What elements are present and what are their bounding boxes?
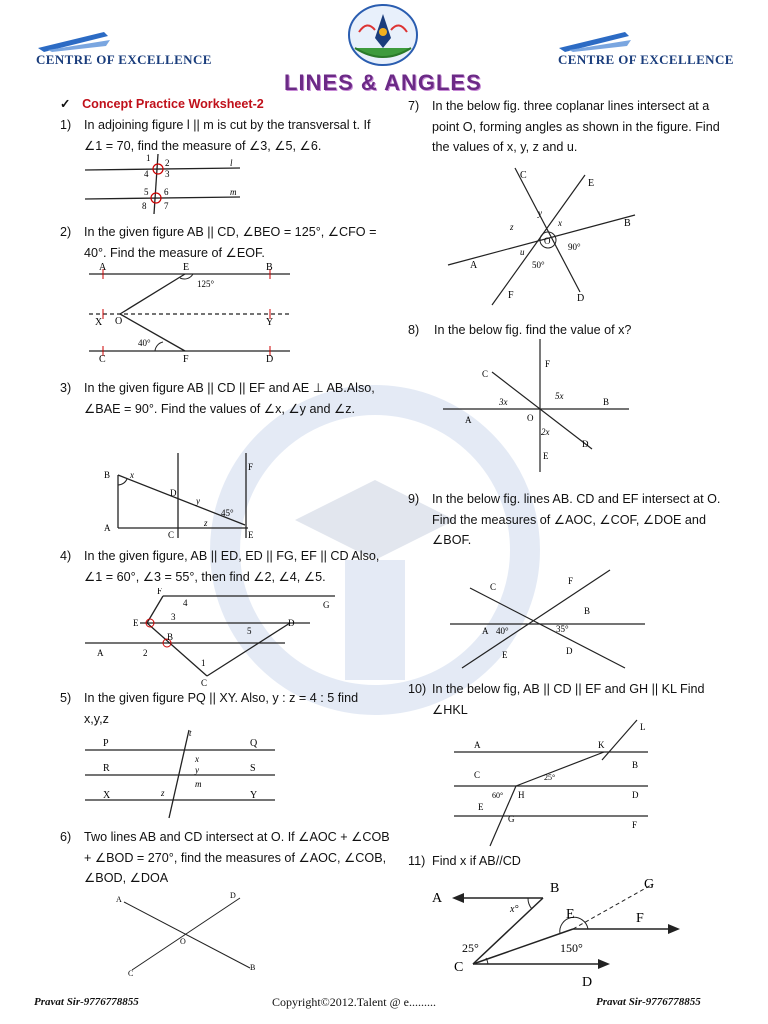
point-label: C — [201, 678, 208, 688]
point-label: A — [482, 626, 489, 636]
line-label: m — [230, 187, 237, 197]
angle-label: z — [204, 518, 208, 528]
page-title: LINES & ANGLES — [284, 70, 482, 95]
point-label: B — [584, 606, 591, 616]
figure-7 — [440, 160, 650, 315]
point-label: B — [104, 470, 111, 480]
angle-label: x — [130, 470, 134, 480]
line-label: m — [195, 779, 202, 789]
point-label: B — [603, 397, 610, 407]
point-label: D — [632, 790, 639, 800]
question-1 — [60, 115, 390, 156]
point-label: C — [99, 354, 106, 365]
point-label: F — [508, 290, 514, 301]
point-label: O — [544, 236, 551, 246]
point-label: C — [128, 969, 134, 978]
angle-label: 1 — [201, 658, 206, 668]
question-2 — [60, 222, 390, 263]
point-label: E — [478, 802, 484, 812]
point-label: F — [248, 462, 254, 472]
question-text: Find x if AB//CD — [432, 854, 521, 868]
figure-11 — [428, 874, 686, 990]
angle-label: 60° — [492, 791, 504, 800]
point-label: X — [103, 790, 111, 801]
point-label: G — [323, 600, 330, 610]
point-label: E — [133, 618, 139, 628]
point-label: R — [103, 763, 110, 774]
point-label: D — [288, 618, 295, 628]
angle-label: 50° — [532, 260, 545, 270]
question-number: 4) — [60, 549, 72, 563]
angle-label: 3 — [171, 612, 176, 622]
point-label: S — [250, 763, 256, 774]
point-label: C — [168, 530, 175, 540]
angle-label: 2x — [541, 427, 550, 437]
figure-8 — [437, 337, 637, 475]
question-text: In the given figure AB || CD || EF and AE ⊥ AB.Also, ∠BAE = 90°. Find the values of ∠x, ∠y and ∠z. — [84, 381, 375, 416]
angle-label: 2 — [143, 648, 148, 658]
point-label: C — [520, 170, 527, 181]
question-text: Two lines AB and CD intersect at O. If ∠AOC + ∠COB + ∠BOD = 270°, find the measures of ∠AOC, ∠COB, ∠BOD, ∠DOA — [84, 830, 390, 885]
line-label: t — [189, 728, 192, 738]
question-3 — [60, 378, 390, 419]
question-text: In the given figure PQ || XY. Also, y : z = 4 : 5 find x,y,z — [84, 691, 359, 726]
point-label: E — [183, 262, 190, 273]
point-label: F — [183, 354, 189, 365]
question-6 — [60, 827, 390, 889]
question-number: 10) — [408, 682, 427, 696]
figure-6 — [110, 890, 265, 978]
question-7 — [408, 96, 738, 158]
question-text: In adjoining figure l || m is cut by the transversal t. If ∠1 = 70, find the measure of ∠3, ∠5, ∠6. — [84, 118, 371, 153]
figure-2 — [85, 262, 300, 367]
point-label: X — [95, 317, 103, 328]
point-label: A — [470, 260, 478, 271]
angle-label: 3x — [499, 397, 508, 407]
point-label: Q — [250, 738, 258, 749]
figure-1 — [80, 152, 250, 216]
point-label: K — [598, 740, 605, 750]
point-label: Y — [250, 790, 258, 801]
question-number: 9) — [408, 492, 420, 506]
worksheet-heading: Concept Practice Worksheet-2 — [82, 97, 264, 111]
angle-label: 40° — [138, 338, 151, 348]
point-label: P — [103, 738, 109, 749]
angle-label: y — [195, 765, 199, 775]
angle-label: 40° — [496, 626, 509, 636]
question-number: 5) — [60, 691, 72, 705]
point-label: A — [465, 415, 472, 425]
angle-label: 125° — [197, 279, 215, 289]
header — [0, 0, 768, 95]
point-label: E — [588, 178, 595, 189]
angle-label: 8 — [142, 201, 147, 211]
point-label: A — [432, 891, 443, 906]
point-label: A — [97, 648, 104, 658]
angle-label: z — [510, 222, 514, 232]
point-label: B — [624, 218, 631, 229]
point-label: B — [167, 632, 174, 642]
angle-label: 90° — [568, 242, 581, 252]
point-label: O — [115, 316, 123, 327]
angle-label: u — [520, 247, 525, 257]
point-label: F — [636, 911, 644, 926]
point-label: C — [474, 770, 481, 780]
question-text: In the below fig, AB || CD || EF and GH || KL Find ∠HKL — [432, 682, 705, 717]
figure-10 — [452, 718, 652, 848]
point-label: A — [104, 523, 111, 533]
point-label: B — [632, 760, 639, 770]
question-number: 6) — [60, 830, 72, 844]
question-9 — [408, 489, 738, 551]
question-text: In the given figure AB || CD, ∠BEO = 125°, ∠CFO = 40°. Find the measure of ∠EOF. — [84, 225, 377, 260]
point-label: H — [518, 790, 525, 800]
point-label: E — [502, 650, 508, 660]
brand-left: CENTRE OF EXCELLENCE — [36, 52, 212, 67]
question-number: 1) — [60, 118, 72, 132]
point-label: D — [566, 646, 573, 656]
point-label: C — [482, 369, 489, 379]
point-label: E — [543, 451, 549, 461]
angle-label: 5 — [247, 626, 252, 636]
angle-label: 4 — [144, 169, 149, 179]
point-label: O — [180, 937, 186, 946]
question-number: 8) — [408, 323, 420, 337]
angle-label: 6 — [164, 187, 169, 197]
question-number: 2) — [60, 225, 72, 239]
angle-label: 4 — [183, 598, 188, 608]
point-label: F — [157, 588, 163, 596]
angle-label: 2 — [165, 158, 170, 168]
angle-label: 35° — [556, 624, 569, 634]
angle-label: y — [538, 208, 542, 218]
figure-3 — [100, 448, 265, 543]
question-number: 7) — [408, 99, 420, 113]
angle-label: y — [196, 496, 200, 506]
angle-label: x — [558, 218, 562, 228]
checkmark-icon: ✓ — [60, 97, 71, 111]
point-label: E — [248, 530, 254, 540]
question-number: 3) — [60, 381, 72, 395]
point-label: F — [632, 820, 638, 830]
point-label: C — [454, 960, 464, 975]
question-text: In the given figure, AB || ED, ED || FG, EF || CD Also, ∠1 = 60°, ∠3 = 55°, then find ∠2, ∠4, ∠5. — [84, 549, 380, 584]
point-label: B — [250, 963, 256, 972]
question-text: In the below fig. find the value of x? — [434, 323, 632, 337]
point-label: Y — [266, 317, 274, 328]
question-4 — [60, 546, 390, 587]
angle-label: 5x — [555, 391, 564, 401]
angle-label: 25° — [544, 773, 556, 782]
footer-copyright: Copyright©2012.Talent @ e......... — [272, 995, 436, 1009]
question-10 — [408, 679, 708, 720]
footer-right: Pravat Sir-9776778855 — [596, 996, 701, 1008]
point-label: D — [170, 488, 177, 498]
angle-label: 45° — [221, 508, 234, 518]
point-label: A — [474, 740, 481, 750]
angle-label: z — [161, 788, 165, 798]
figure-9 — [450, 568, 650, 671]
question-number: 11) — [408, 854, 426, 868]
point-label: O — [527, 413, 534, 423]
question-5 — [60, 688, 370, 729]
academy-logo — [345, 2, 421, 68]
point-label: C — [490, 582, 497, 592]
question-text: In the below fig. three coplanar lines intersect at a point O, forming angles as shown in the figure. Find the values of x, y, z and u. — [432, 99, 720, 154]
point-label: A — [116, 895, 122, 904]
point-label: F — [568, 576, 574, 586]
point-label: F — [545, 359, 551, 369]
point-label: E — [566, 907, 575, 922]
angle-label: x — [195, 754, 199, 764]
point-label: B — [266, 262, 273, 273]
angle-label: x° — [510, 904, 519, 915]
angle-label: 150° — [560, 941, 583, 955]
angle-label: 1 — [146, 153, 151, 163]
point-label: D — [582, 975, 593, 990]
line-label: l — [230, 158, 233, 168]
angle-label: 3 — [165, 169, 170, 179]
point-label: D — [582, 439, 589, 449]
figure-4 — [85, 588, 345, 688]
point-label: D — [230, 891, 236, 900]
point-label: L — [640, 722, 646, 732]
brand-swoosh-right-icon — [555, 30, 635, 52]
angle-label: 25° — [462, 941, 479, 955]
point-label: D — [266, 354, 274, 365]
brand-swoosh-left-icon — [34, 30, 114, 52]
point-label: D — [577, 293, 585, 304]
question-text: In the below fig. lines AB. CD and EF intersect at O. Find the measures of ∠AOC, ∠COF, ∠DOE and ∠BOF. — [432, 492, 721, 547]
worksheet-heading-row — [60, 96, 264, 111]
point-label: B — [550, 881, 560, 896]
point-label: G — [644, 877, 655, 892]
angle-label: 5 — [144, 187, 149, 197]
question-11 — [408, 851, 708, 872]
footer-left: Pravat Sir-9776778855 — [34, 996, 139, 1008]
brand-right: CENTRE OF EXCELLENCE — [558, 52, 734, 67]
angle-label: 7 — [164, 201, 169, 211]
point-label: A — [99, 262, 107, 273]
point-label: G — [508, 814, 515, 824]
figure-5 — [85, 728, 280, 820]
